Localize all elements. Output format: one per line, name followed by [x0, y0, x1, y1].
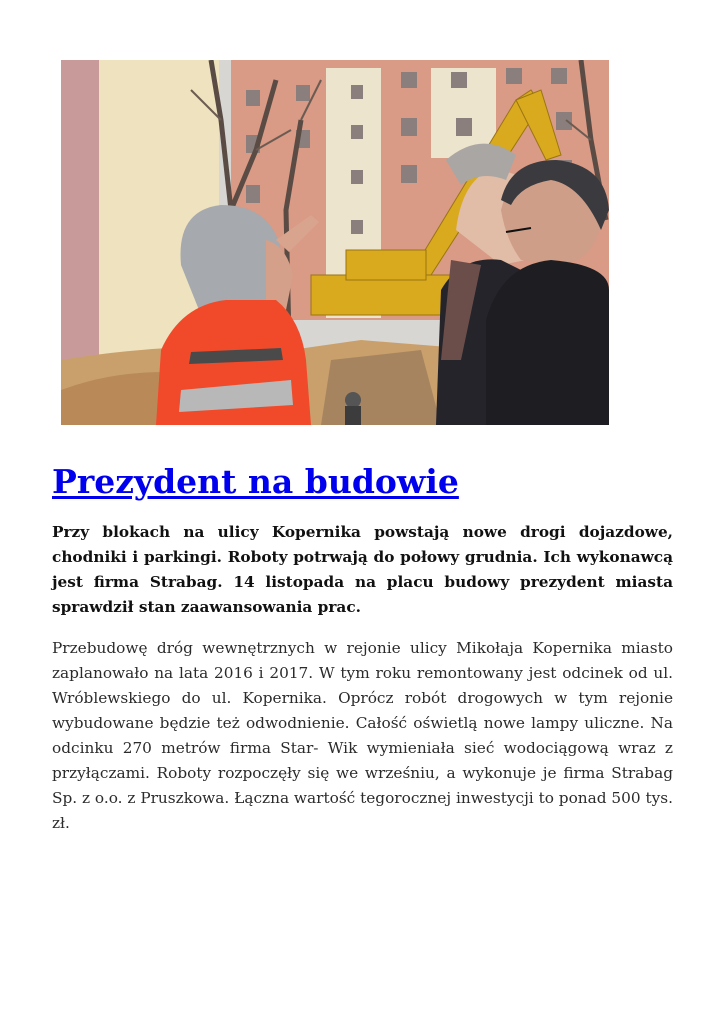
article-title-link[interactable]: Prezydent na budowie	[52, 462, 459, 501]
article-lead: Przy blokach na ulicy Kopernika powstają nowe drogi dojazdowe, chodniki i parkingi. Roboty potrwają do połowy grudnia. Ich wykonawcą jest firma Strabag. 14 listopada na placu budowy prezydent miasta sprawdził stan zaawansowania prac.	[52, 523, 673, 616]
article-photo	[61, 60, 609, 425]
article-body: Przebudowę dróg wewnętrznych w rejonie ulicy Mikołaja Kopernika miasto zaplanowało na lata 2016 i 2017. W tym roku remontowany jest odcinek od ul. Wróblewskiego do ul. Kopernika. Oprócz robót drogowych w tym rejonie wybudowane będzie też odwodnienie. Całość oświetlą nowe lampy uliczne. Na odcinku 270 metrów firma Star- Wik wymieniała sieć wodociągową wraz z przyłączami. Roboty rozpoczęły się we wrześniu, a wykonuje je firma Strabag Sp. z o.o. z Pruszkowa. Łączna wartość tegorocznej inwestycji to ponad 500 tys. zł.	[52, 639, 673, 832]
